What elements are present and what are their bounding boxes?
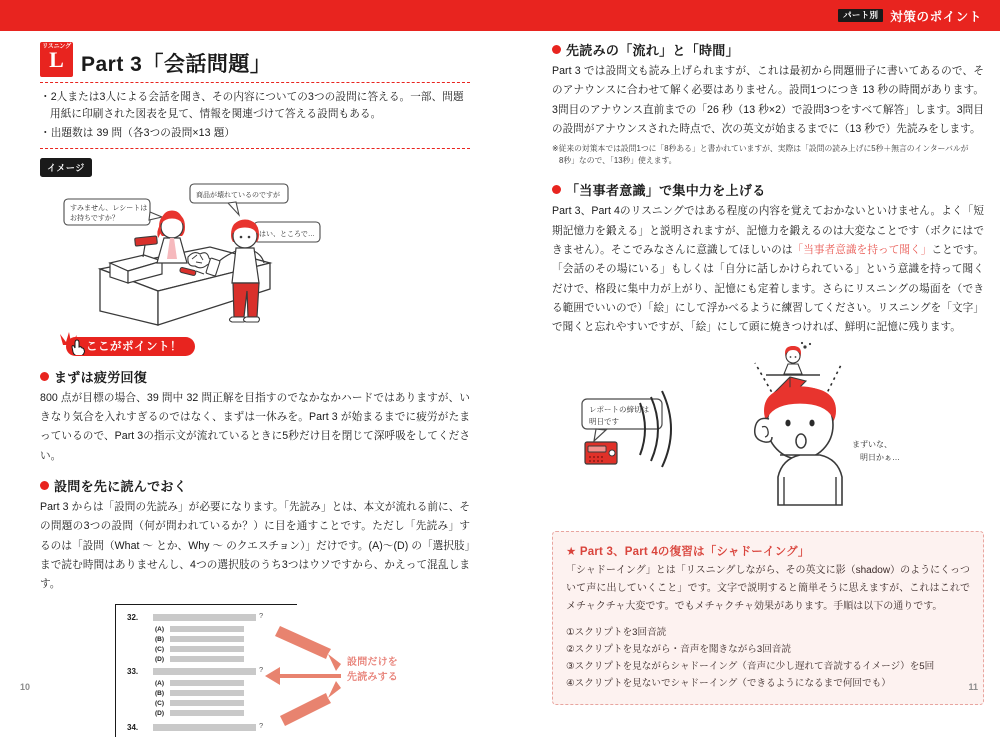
header-category-badge: パート別	[838, 9, 883, 22]
section-heading-preread	[40, 476, 470, 495]
shadowing-title: ★ Part 3、Part 4の復習は「シャドーイング」	[566, 546, 810, 559]
shadowing-steps-list	[566, 625, 970, 692]
part-overview-list	[40, 89, 470, 142]
clerk-speech-bubble	[64, 199, 162, 225]
handwritten-worry-text	[852, 439, 900, 462]
awareness-text-part1: Part 3、Part 4のリスニングではある程度の内容を覚えておかないといけません。よく「短期記憶力を鍛える」と説明されますが、記憶力を鍛えるのは大変なことです（ボクにはできません）。そこでみなさんに意識してほしいのは	[552, 205, 984, 256]
preread-arrows	[115, 604, 515, 739]
bullet-dot-icon	[40, 481, 49, 490]
svg-text:はい、ところで…: はい、ところで…	[259, 230, 315, 238]
left-page-column	[40, 42, 470, 739]
list-item: ③スクリプトを見ながらシャドーイング（音声に少し遅れて音読するイメージ）を5回	[566, 660, 935, 672]
image-section-tag: イメージ	[40, 158, 92, 177]
part-title-row	[40, 42, 470, 77]
pointing-hand-icon	[70, 338, 87, 355]
section-body-fatigue: 800 点が目標の場合、39 問中 32 問正解を目指すのでなかなかハードではありますが、いきなり気合を入れすぎるのではなく、まずは一休みを。Part 3 が始まるまでに疲労がたまっているので、Part 3の指示文が流れているときに5秒だけ目を閉じて深呼吸をしてください。	[40, 391, 470, 462]
svg-text:まずいな、: まずいな、	[852, 440, 892, 450]
footnote-line1: ※従来の対策本では設問1つに「8秒ある」と書かれていますが、実際は「設問の読み上げに5秒＋無言のインターバルが	[552, 144, 969, 154]
svg-text:商品が壊れているのですが: 商品が壊れているのですが	[196, 191, 280, 199]
question-number: 34.	[127, 723, 139, 733]
section-heading-awareness	[552, 180, 984, 199]
svg-text:すみません、レシートは: すみません、レシートは	[70, 204, 148, 212]
listening-badge-letter: L	[49, 47, 64, 72]
awareness-highlight: 「当事者意識を持って聞く」	[792, 243, 932, 256]
question-mark: ?	[259, 611, 264, 621]
page-number-right: 11	[968, 682, 978, 692]
listening-badge-sub: リスニング	[42, 44, 71, 50]
svg-text:お持ちですか？: お持ちですか？	[70, 214, 119, 222]
section-heading-label: 設問を先に読んでおく	[54, 478, 188, 494]
preread-annotation	[347, 656, 398, 685]
header-title: 対策のポイント	[890, 9, 982, 24]
clerk-figure	[157, 211, 187, 263]
section-footnote	[552, 143, 984, 166]
overview-dashed-rule	[40, 148, 470, 149]
point-banner	[40, 337, 470, 359]
listener-figure	[755, 387, 842, 505]
listening-badge	[40, 42, 73, 77]
radio-listener-illustration	[552, 341, 984, 521]
bullet-dot-icon	[552, 45, 561, 54]
option-label: (C)	[155, 646, 165, 654]
option-label: (D)	[155, 656, 165, 664]
section-body-flow-time: Part 3 では設問文も読み上げられますが、これは最初から問題冊子に書いてあるので、そのアナウンスに合わせて解く必要はありません。設問1つにつき 13 秒の時間があります。3問目のアナウンス直前までの「26 秒（13 秒×2）で設問3つをすべて解答」します。3問目の設問がアナウンスされた時点で、次の英文が始まるまでに（13 秒で）先読みをします。	[552, 65, 984, 135]
question-sheet-diagram	[115, 604, 515, 739]
page-header-bar	[0, 0, 1000, 31]
list-item: ④スクリプトを見ないでシャドーイング（できるようになるまで何回でも）	[566, 677, 891, 689]
section-body-awareness	[552, 202, 984, 337]
question-number: 32.	[127, 613, 139, 623]
section-heading-label: 先読みの「流れ」と「時間」	[566, 43, 739, 58]
page-number-left: 10	[20, 682, 31, 692]
section-heading-fatigue	[40, 367, 470, 386]
radio-device	[585, 442, 617, 464]
section-heading-label: 「当事者意識」で集中力を上げる	[566, 183, 766, 199]
list-item: ①スクリプトを3回音読	[566, 627, 667, 639]
shadowing-callout-box	[552, 531, 984, 705]
shadowing-body: 「シャドーイング」とは「リスニングしながら、その英文に影（shadow）のようにくっついて声に出していくこと」です。文字で説明すると簡単そうに思えますが、これはこれでメチャクチャ大変です。でもメチャクチャ効果があります。手順は以下の通りです。	[566, 565, 970, 613]
header-divider	[0, 31, 1000, 33]
footnote-line2: 8秒」なので、「13秒」使えます。	[559, 155, 677, 165]
bullet-dot-icon	[552, 185, 561, 194]
customer-top-speech-bubble	[190, 184, 288, 215]
title-dashed-rule	[40, 82, 470, 83]
section-heading-flow-time	[552, 40, 984, 59]
list-item: ②スクリプトを見ながら・音声を聞きながら3回音読	[566, 644, 791, 656]
awareness-text-part2: ことです。「会話のその場にいる」もしくは「自分に話しかけられている」という意識を持って聞くだけで、格段に集中力が上がり、記憶にも定着します。さらにリスニングの場面を（できる範囲でいいので）「絵」にして浮かべるように練習してください。リスニングを「文字」で聞くと忘れやすいですが、「絵」にして頭に焼きつければ、鮮明に記憶に残ります。	[552, 243, 984, 334]
option-label: (D)	[155, 710, 165, 718]
question-mark: ?	[259, 665, 264, 675]
option-label: (A)	[155, 626, 165, 634]
option-label: (B)	[155, 636, 165, 644]
question-number: 33.	[127, 667, 139, 677]
right-page-column	[552, 40, 984, 705]
list-item: ・2人または3人による会話を聞き、その内容についての3つの設問に答える。一部、問題用紙に印刷された図表を見て、情報を関連づけて答える設問もある。	[40, 91, 464, 121]
svg-text:明日かぁ…: 明日かぁ…	[860, 453, 900, 463]
radio-speech-bubble	[582, 399, 662, 441]
section-heading-label: まずは疲労回復	[54, 369, 148, 385]
option-label: (B)	[155, 690, 165, 698]
option-label: (A)	[155, 680, 165, 688]
cash-register	[110, 236, 162, 283]
preread-annotation-line2: 先読みする	[347, 671, 398, 683]
svg-text:明日です: 明日です	[589, 417, 619, 427]
bullet-dot-icon	[40, 372, 49, 381]
svg-text:レポートの締切は: レポートの締切は	[589, 405, 649, 415]
question-mark: ?	[259, 721, 264, 731]
preread-annotation-line1: 設問だけを	[347, 657, 398, 669]
list-item: ・出題数は 39 問（各3つの設問×13 題）	[40, 126, 236, 139]
point-banner-label: ここがポイント！	[86, 341, 182, 354]
page-title: Part 3「会話問題」	[81, 53, 272, 76]
option-label: (C)	[155, 700, 165, 708]
store-counter-illustration	[40, 179, 470, 329]
header-title-group	[838, 0, 982, 31]
section-body-preread: Part 3 からは「設問の先読み」が必要になります。「先読み」とは、本文が流れる前に、その問題の3つの設問（何が問われているか？）に目を通すことです。ただし「先読み」するのは「設問（What ～ とか、Why ～ のクエスチョン）」だけです。(A)～(D) の「選択肢」まで読む時間はありませんし、4つの選択肢のうち3つはウソですから、かえって混乱します。	[40, 500, 470, 591]
